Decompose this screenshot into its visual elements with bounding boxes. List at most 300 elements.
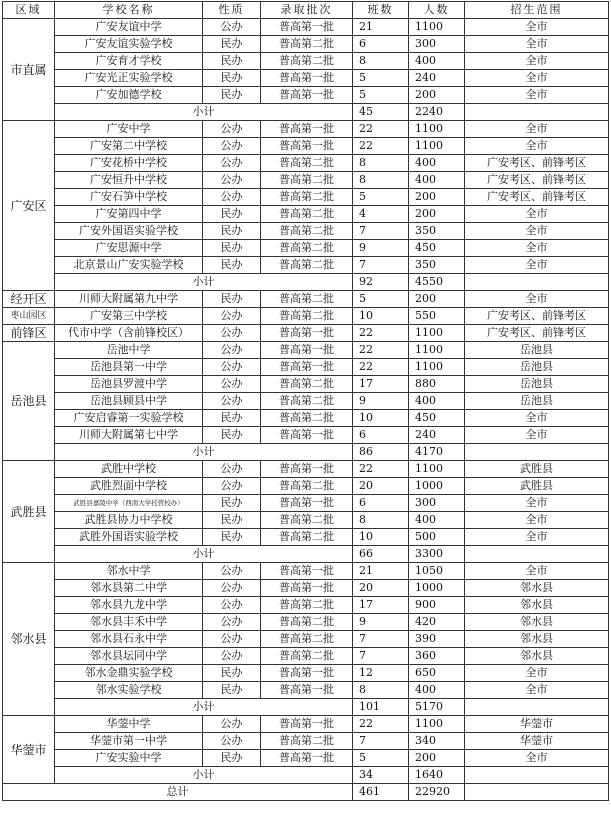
school-name-cell: 广安第二中学校 — [55, 138, 203, 155]
enrollment-scope-cell: 邻水县 — [465, 597, 609, 614]
class-count-cell: 10 — [353, 308, 409, 325]
class-count-cell: 22 — [353, 121, 409, 138]
enrollment-scope-cell: 全市 — [465, 495, 609, 512]
subtotal-classes: 34 — [353, 767, 409, 784]
class-count-cell: 17 — [353, 376, 409, 393]
school-name-cell: 代市中学（含前锋校区） — [55, 325, 203, 342]
enrollment-scope-cell: 广安考区、前锋考区 — [465, 172, 609, 189]
enrollment-scope-cell: 全市 — [465, 138, 609, 155]
admission-batch-cell: 普高第一批 — [261, 750, 353, 767]
subtotal-label: 小计 — [55, 104, 353, 121]
enrollment-scope-cell: 武胜县 — [465, 461, 609, 478]
school-name-cell: 广安友谊实验学校 — [55, 36, 203, 53]
subtotal-label: 小计 — [55, 767, 353, 784]
class-count-cell: 5 — [353, 291, 409, 308]
header-admission-batch: 录取批次 — [261, 2, 353, 19]
subtotal-students: 3300 — [409, 546, 465, 563]
table-row — [3, 597, 609, 614]
table-row — [3, 461, 609, 478]
admission-batch-cell: 普高第一批 — [261, 138, 353, 155]
total-classes: 461 — [353, 784, 409, 801]
region-cell: 市直属 — [3, 19, 55, 121]
admission-batch-cell: 普高第二批 — [261, 155, 353, 172]
region-cell: 武胜县 — [3, 461, 55, 563]
class-count-cell: 22 — [353, 716, 409, 733]
enrollment-scope-cell: 全市 — [465, 512, 609, 529]
admission-batch-cell: 普高第一批 — [261, 87, 353, 104]
nature-cell: 民办 — [203, 512, 261, 529]
admission-batch-cell: 普高第二批 — [261, 376, 353, 393]
school-name-cell: 华蓥市第一中学 — [55, 733, 203, 750]
class-count-cell: 5 — [353, 189, 409, 206]
school-name-cell: 岳池县顾县中学 — [55, 393, 203, 410]
admission-batch-cell: 普高第一批 — [261, 325, 353, 342]
class-count-cell: 4 — [353, 206, 409, 223]
nature-cell: 民办 — [203, 682, 261, 699]
enrollment-scope-cell: 全市 — [465, 36, 609, 53]
admission-batch-cell: 普高第二批 — [261, 36, 353, 53]
header-enrollment-scope: 招生范围 — [465, 2, 609, 19]
subtotal-label: 小计 — [55, 699, 353, 716]
table-row — [3, 87, 609, 104]
subtotal-students: 2240 — [409, 104, 465, 121]
table-row — [3, 563, 609, 580]
table-row — [3, 70, 609, 87]
header-class-count: 班数 — [353, 2, 409, 19]
nature-cell: 公办 — [203, 172, 261, 189]
nature-cell: 公办 — [203, 325, 261, 342]
nature-cell: 公办 — [203, 631, 261, 648]
school-name-cell: 邻水金鼎实验学校 — [55, 665, 203, 682]
enrollment-scope-cell: 岳池县 — [465, 376, 609, 393]
admission-batch-cell: 普高第二批 — [261, 172, 353, 189]
student-count-cell: 1100 — [409, 138, 465, 155]
subtotal-row — [3, 767, 609, 784]
class-count-cell: 20 — [353, 478, 409, 495]
nature-cell: 公办 — [203, 733, 261, 750]
nature-cell: 民办 — [203, 291, 261, 308]
subtotal-label: 小计 — [55, 274, 353, 291]
nature-cell: 公办 — [203, 342, 261, 359]
subtotal-row — [3, 104, 609, 121]
subtotal-students: 4170 — [409, 444, 465, 461]
nature-cell: 公办 — [203, 648, 261, 665]
admission-batch-cell: 普高第一批 — [261, 19, 353, 36]
school-name-cell: 广安第三中学校 — [55, 308, 203, 325]
table-row — [3, 665, 609, 682]
nature-cell: 公办 — [203, 563, 261, 580]
table-row — [3, 342, 609, 359]
school-name-cell: 川师大附属第九中学 — [55, 291, 203, 308]
header-school-name: 学校名称 — [55, 2, 203, 19]
student-count-cell: 350 — [409, 257, 465, 274]
admission-batch-cell: 普高第一批 — [261, 580, 353, 597]
enrollment-scope-cell: 全市 — [465, 53, 609, 70]
nature-cell: 民办 — [203, 87, 261, 104]
enrollment-scope-cell: 全市 — [465, 19, 609, 36]
school-name-cell: 岳池中学 — [55, 342, 203, 359]
enrollment-scope-cell: 邻水县 — [465, 648, 609, 665]
enrollment-scope-cell: 全市 — [465, 529, 609, 546]
student-count-cell: 240 — [409, 70, 465, 87]
table-row — [3, 648, 609, 665]
subtotal-row — [3, 444, 609, 461]
nature-cell: 民办 — [203, 257, 261, 274]
school-name-cell: 川师大附属第七中学 — [55, 427, 203, 444]
class-count-cell: 21 — [353, 563, 409, 580]
table-row — [3, 189, 609, 206]
table-row — [3, 716, 609, 733]
subtotal-scope-empty — [465, 444, 609, 461]
class-count-cell: 21 — [353, 19, 409, 36]
student-count-cell: 450 — [409, 240, 465, 257]
class-count-cell: 10 — [353, 410, 409, 427]
admission-batch-cell: 普高第一批 — [261, 495, 353, 512]
region-cell: 华蓥市 — [3, 716, 55, 784]
table-row — [3, 529, 609, 546]
enrollment-scope-cell: 广安考区、前锋考区 — [465, 155, 609, 172]
student-count-cell: 1100 — [409, 325, 465, 342]
admission-batch-cell: 普高第一批 — [261, 359, 353, 376]
class-count-cell: 6 — [353, 495, 409, 512]
admission-batch-cell: 普高第二批 — [261, 597, 353, 614]
class-count-cell: 8 — [353, 155, 409, 172]
nature-cell: 民办 — [203, 240, 261, 257]
enrollment-scope-cell: 全市 — [465, 750, 609, 767]
student-count-cell: 240 — [409, 427, 465, 444]
admission-batch-cell: 普高第一批 — [261, 461, 353, 478]
school-name-cell: 岳池县罗渡中学 — [55, 376, 203, 393]
nature-cell: 民办 — [203, 223, 261, 240]
enrollment-scope-cell: 华蓥市 — [465, 716, 609, 733]
nature-cell: 公办 — [203, 580, 261, 597]
student-count-cell: 1100 — [409, 19, 465, 36]
enrollment-scope-cell: 广安考区、前锋考区 — [465, 325, 609, 342]
enrollment-scope-cell: 全市 — [465, 427, 609, 444]
subtotal-row — [3, 274, 609, 291]
nature-cell: 公办 — [203, 376, 261, 393]
header-student-count: 人数 — [409, 2, 465, 19]
subtotal-classes: 101 — [353, 699, 409, 716]
enrollment-scope-cell: 邻水县 — [465, 631, 609, 648]
class-count-cell: 8 — [353, 682, 409, 699]
nature-cell: 民办 — [203, 750, 261, 767]
table-row — [3, 750, 609, 767]
nature-cell: 民办 — [203, 70, 261, 87]
table-row — [3, 733, 609, 750]
admission-batch-cell: 普高第二批 — [261, 614, 353, 631]
enrollment-scope-cell: 华蓥市 — [465, 733, 609, 750]
student-count-cell: 360 — [409, 648, 465, 665]
total-row — [3, 784, 609, 801]
table-row — [3, 19, 609, 36]
admission-batch-cell: 普高第二批 — [261, 529, 353, 546]
admission-batch-cell: 普高第一批 — [261, 70, 353, 87]
class-count-cell: 7 — [353, 257, 409, 274]
table-row — [3, 410, 609, 427]
enrollment-scope-cell: 岳池县 — [465, 342, 609, 359]
subtotal-scope-empty — [465, 546, 609, 563]
class-count-cell: 7 — [353, 223, 409, 240]
table-row — [3, 257, 609, 274]
table-row — [3, 376, 609, 393]
admission-batch-cell: 普高第一批 — [261, 342, 353, 359]
school-name-cell: 广安思源中学 — [55, 240, 203, 257]
class-count-cell: 7 — [353, 648, 409, 665]
table-row — [3, 682, 609, 699]
admission-batch-cell: 普高第二批 — [261, 240, 353, 257]
subtotal-classes: 92 — [353, 274, 409, 291]
class-count-cell: 9 — [353, 240, 409, 257]
nature-cell: 民办 — [203, 36, 261, 53]
student-count-cell: 200 — [409, 87, 465, 104]
student-count-cell: 420 — [409, 614, 465, 631]
region-cell: 广安区 — [3, 121, 55, 291]
enrollment-scope-cell: 岳池县 — [465, 359, 609, 376]
school-name-cell: 邻水实验学校 — [55, 682, 203, 699]
admission-batch-cell: 普高第二批 — [261, 733, 353, 750]
admission-batch-cell: 普高第二批 — [261, 648, 353, 665]
subtotal-scope-empty — [465, 767, 609, 784]
nature-cell: 公办 — [203, 597, 261, 614]
nature-cell: 公办 — [203, 308, 261, 325]
student-count-cell: 300 — [409, 495, 465, 512]
class-count-cell: 5 — [353, 70, 409, 87]
class-count-cell: 10 — [353, 529, 409, 546]
school-name-cell: 广安友谊中学 — [55, 19, 203, 36]
nature-cell: 民办 — [203, 495, 261, 512]
table-row — [3, 138, 609, 155]
table-row — [3, 478, 609, 495]
school-name-cell: 邻水县石永中学 — [55, 631, 203, 648]
school-name-cell: 武胜中学校 — [55, 461, 203, 478]
admission-batch-cell: 普高第二批 — [261, 478, 353, 495]
class-count-cell: 8 — [353, 172, 409, 189]
class-count-cell: 6 — [353, 36, 409, 53]
table-row — [3, 427, 609, 444]
school-name-cell: 广安外国语实验学校 — [55, 223, 203, 240]
subtotal-classes: 66 — [353, 546, 409, 563]
total-label: 总计 — [3, 784, 353, 801]
class-count-cell: 8 — [353, 53, 409, 70]
enrollment-scope-cell: 全市 — [465, 206, 609, 223]
nature-cell: 民办 — [203, 206, 261, 223]
nature-cell: 公办 — [203, 189, 261, 206]
table-row — [3, 240, 609, 257]
student-count-cell: 340 — [409, 733, 465, 750]
table-row — [3, 223, 609, 240]
nature-cell: 民办 — [203, 529, 261, 546]
enrollment-scope-cell: 广安考区、前锋考区 — [465, 189, 609, 206]
nature-cell: 民办 — [203, 410, 261, 427]
subtotal-classes: 86 — [353, 444, 409, 461]
school-name-cell: 广安花桥中学校 — [55, 155, 203, 172]
class-count-cell: 5 — [353, 750, 409, 767]
class-count-cell: 8 — [353, 512, 409, 529]
admission-batch-cell: 普高第二批 — [261, 53, 353, 70]
table-row — [3, 495, 609, 512]
enrollment-scope-cell: 全市 — [465, 682, 609, 699]
class-count-cell: 7 — [353, 733, 409, 750]
admission-batch-cell: 普高第二批 — [261, 291, 353, 308]
school-name-cell: 华蓥中学 — [55, 716, 203, 733]
student-count-cell: 1050 — [409, 563, 465, 580]
admission-batch-cell: 普高第一批 — [261, 427, 353, 444]
admission-batch-cell: 普高第一批 — [261, 682, 353, 699]
admission-batch-cell: 普高第二批 — [261, 223, 353, 240]
nature-cell: 公办 — [203, 478, 261, 495]
class-count-cell: 20 — [353, 580, 409, 597]
subtotal-row — [3, 546, 609, 563]
school-name-cell: 邻水县丰禾中学 — [55, 614, 203, 631]
school-name-cell: 广安育才学校 — [55, 53, 203, 70]
student-count-cell: 200 — [409, 291, 465, 308]
student-count-cell: 450 — [409, 410, 465, 427]
student-count-cell: 900 — [409, 597, 465, 614]
student-count-cell: 1100 — [409, 461, 465, 478]
school-name-cell: 武胜外国语实验学校 — [55, 529, 203, 546]
student-count-cell: 1100 — [409, 342, 465, 359]
student-count-cell: 200 — [409, 750, 465, 767]
subtotal-label: 小计 — [55, 546, 353, 563]
class-count-cell: 7 — [353, 631, 409, 648]
nature-cell: 民办 — [203, 665, 261, 682]
student-count-cell: 880 — [409, 376, 465, 393]
table-row — [3, 614, 609, 631]
enrollment-table — [2, 1, 609, 801]
enrollment-scope-cell: 邻水县 — [465, 614, 609, 631]
class-count-cell: 22 — [353, 461, 409, 478]
student-count-cell: 1100 — [409, 359, 465, 376]
school-name-cell: 广安石笋中学校 — [55, 189, 203, 206]
table-row — [3, 393, 609, 410]
enrollment-scope-cell: 全市 — [465, 563, 609, 580]
enrollment-scope-cell: 全市 — [465, 87, 609, 104]
enrollment-scope-cell: 全市 — [465, 291, 609, 308]
subtotal-students: 4550 — [409, 274, 465, 291]
enrollment-scope-cell: 全市 — [465, 665, 609, 682]
table-row — [3, 172, 609, 189]
region-cell: 前锋区 — [3, 325, 55, 342]
student-count-cell: 500 — [409, 529, 465, 546]
enrollment-scope-cell: 广安考区、前锋考区 — [465, 308, 609, 325]
class-count-cell: 5 — [353, 87, 409, 104]
admission-batch-cell: 普高第二批 — [261, 189, 353, 206]
school-name-cell: 广安启睿第一实验学校 — [55, 410, 203, 427]
student-count-cell: 400 — [409, 53, 465, 70]
admission-batch-cell: 普高第二批 — [261, 393, 353, 410]
table-row — [3, 308, 609, 325]
enrollment-scope-cell: 岳池县 — [465, 393, 609, 410]
table-row — [3, 291, 609, 308]
admission-batch-cell: 普高第一批 — [261, 665, 353, 682]
school-name-cell: 武胜县嘉陵中学（西南大学托管校办） — [55, 495, 203, 512]
school-name-cell: 邻水县坛同中学 — [55, 648, 203, 665]
region-cell: 岳池县 — [3, 342, 55, 461]
admission-batch-cell: 普高第二批 — [261, 512, 353, 529]
student-count-cell: 390 — [409, 631, 465, 648]
student-count-cell: 200 — [409, 189, 465, 206]
school-name-cell: 武胜县协力中学校 — [55, 512, 203, 529]
enrollment-scope-cell: 全市 — [465, 240, 609, 257]
table-row — [3, 121, 609, 138]
school-name-cell: 邻水县第二中学 — [55, 580, 203, 597]
admission-batch-cell: 普高第二批 — [261, 308, 353, 325]
region-cell: 邻水县 — [3, 563, 55, 716]
subtotal-scope-empty — [465, 274, 609, 291]
enrollment-scope-cell: 武胜县 — [465, 478, 609, 495]
student-count-cell: 1000 — [409, 580, 465, 597]
nature-cell: 公办 — [203, 155, 261, 172]
enrollment-scope-cell: 全市 — [465, 223, 609, 240]
school-name-cell: 广安恒升中学校 — [55, 172, 203, 189]
table-row — [3, 512, 609, 529]
table-row — [3, 53, 609, 70]
subtotal-scope-empty — [465, 104, 609, 121]
enrollment-scope-cell: 全市 — [465, 70, 609, 87]
class-count-cell: 6 — [353, 427, 409, 444]
student-count-cell: 400 — [409, 682, 465, 699]
class-count-cell: 17 — [353, 597, 409, 614]
school-name-cell: 广安实验中学 — [55, 750, 203, 767]
student-count-cell: 650 — [409, 665, 465, 682]
table-body — [3, 19, 609, 801]
school-name-cell: 广安光正实验学校 — [55, 70, 203, 87]
enrollment-scope-cell: 邻水县 — [465, 580, 609, 597]
subtotal-row — [3, 699, 609, 716]
region-cell: 经开区 — [3, 291, 55, 308]
nature-cell: 公办 — [203, 121, 261, 138]
student-count-cell: 1100 — [409, 121, 465, 138]
school-name-cell: 邻水中学 — [55, 563, 203, 580]
student-count-cell: 200 — [409, 206, 465, 223]
subtotal-scope-empty — [465, 699, 609, 716]
admission-batch-cell: 普高第二批 — [261, 206, 353, 223]
table-row — [3, 359, 609, 376]
nature-cell: 公办 — [203, 19, 261, 36]
region-cell: 枣山园区 — [3, 308, 55, 325]
nature-cell: 公办 — [203, 461, 261, 478]
school-name-cell: 北京景山广安实验学校 — [55, 257, 203, 274]
student-count-cell: 400 — [409, 393, 465, 410]
student-count-cell: 1100 — [409, 716, 465, 733]
admission-batch-cell: 普高第二批 — [261, 257, 353, 274]
table-row — [3, 325, 609, 342]
student-count-cell: 400 — [409, 172, 465, 189]
enrollment-scope-cell: 全市 — [465, 121, 609, 138]
table-row — [3, 206, 609, 223]
nature-cell: 公办 — [203, 393, 261, 410]
table-row — [3, 155, 609, 172]
class-count-cell: 9 — [353, 614, 409, 631]
school-name-cell: 广安加德学校 — [55, 87, 203, 104]
nature-cell: 公办 — [203, 359, 261, 376]
header-row — [3, 2, 609, 19]
admission-batch-cell: 普高第二批 — [261, 410, 353, 427]
class-count-cell: 22 — [353, 359, 409, 376]
class-count-cell: 22 — [353, 138, 409, 155]
nature-cell: 民办 — [203, 427, 261, 444]
admission-batch-cell: 普高第一批 — [261, 121, 353, 138]
enrollment-scope-cell: 全市 — [465, 410, 609, 427]
class-count-cell: 9 — [353, 393, 409, 410]
school-name-cell: 武胜烈面中学校 — [55, 478, 203, 495]
header-region: 区域 — [3, 2, 55, 19]
student-count-cell: 350 — [409, 223, 465, 240]
subtotal-classes: 45 — [353, 104, 409, 121]
school-name-cell: 广安中学 — [55, 121, 203, 138]
student-count-cell: 1000 — [409, 478, 465, 495]
